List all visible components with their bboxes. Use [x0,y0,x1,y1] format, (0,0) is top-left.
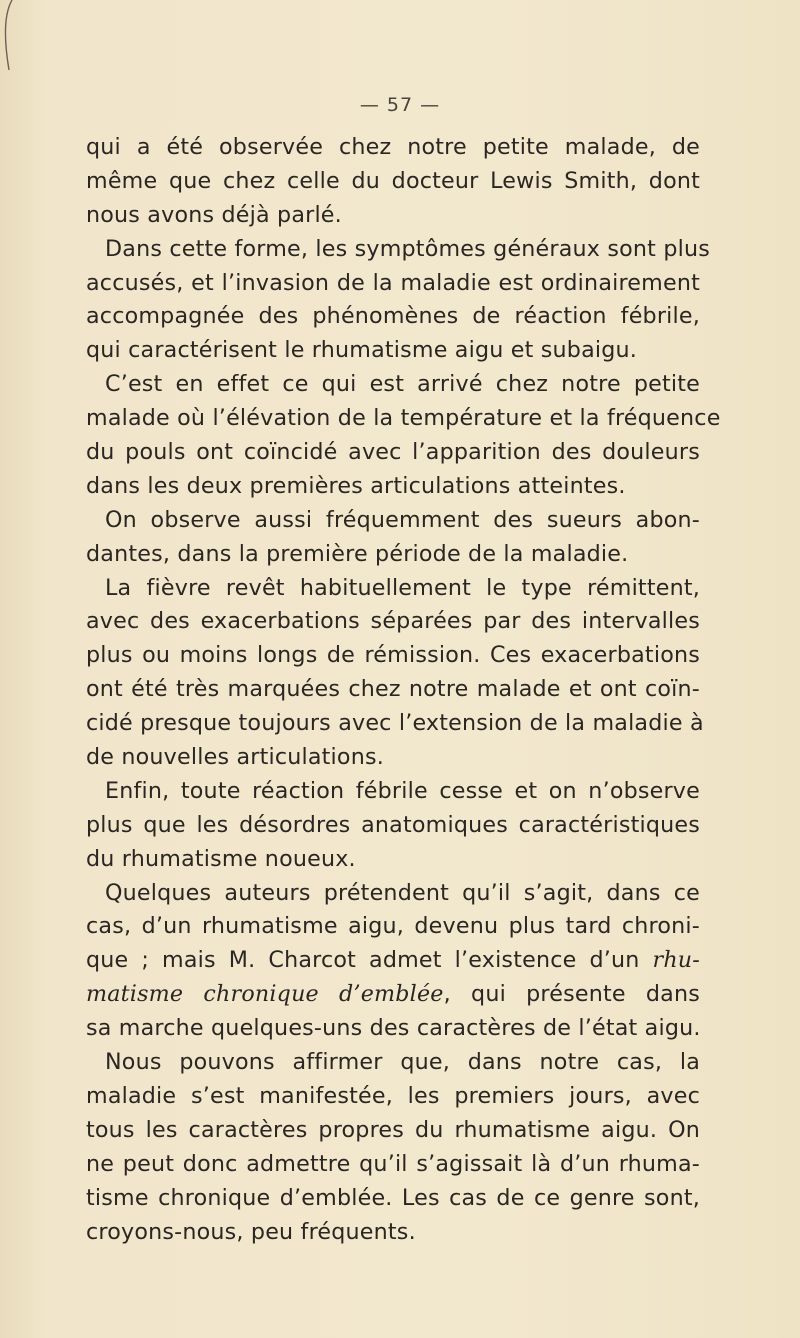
italic-segment: rhu- [652,947,700,974]
text-line: malade où l’élévation de la température et la fréquence [86,405,721,432]
page-number: — 57 — [359,94,441,116]
text-line: On observe aussi fréquemment des sueurs abon- [105,506,700,533]
page-edge-mark [0,0,14,70]
italic-segment: matisme chronique d’emblée [86,981,444,1008]
text-line: Dans cette forme, les symptômes généraux sont plus [105,235,710,262]
text-line: ne peut donc admettre qu’il s’agissait là d’un rhuma- [86,1150,700,1177]
text-line-mixed [86,978,700,1012]
text-line: Quelques auteurs prétendent qu’il s’agit, dans ce [105,879,700,906]
text-line: cidé presque toujours avec l’extension de la maladie à [86,710,704,737]
text-line: Nous pouvons affirmer que, dans notre cas, la [105,1049,700,1076]
text-line-mixed [86,944,700,978]
text-line: accusés, et l’invasion de la maladie est ordinairement [86,269,700,296]
text-line: tous les caractères propres du rhumatisme aigu. On [86,1116,700,1143]
text-line: plus que les désordres anatomiques caractéristiques [86,811,700,838]
text-line: croyons-nous, peu fréquents. [86,1218,416,1245]
text-line: plus ou moins longs de rémission. Ces exacerbations [86,642,700,669]
text-line: même que chez celle du docteur Lewis Smith, dont [86,167,700,194]
text-line: du rhumatisme noueux. [86,845,356,872]
text-line: tisme chronique d’emblée. Les cas de ce genre sont, [86,1184,700,1211]
text-segment: , qui présente dans [443,981,700,1008]
text-line: C’est en effet ce qui est arrivé chez notre petite [105,371,700,398]
body-text [86,131,721,1249]
text-line: qui caractérisent le rhumatisme aigu et subaigu. [86,337,638,364]
text-line: cas, d’un rhumatisme aigu, devenu plus tard chroni- [86,913,700,940]
text-line: de nouvelles articulations. [86,744,384,771]
text-line: avec des exacerbations séparées par des intervalles [86,608,700,635]
text-line: La fièvre revêt habituellement le type rémittent, [105,574,700,601]
text-line: maladie s’est manifestée, les premiers jours, avec [86,1082,700,1109]
text-line: dans les deux premières articulations atteintes. [86,472,626,499]
text-line: Enfin, toute réaction fébrile cesse et on n’observe [105,777,700,804]
text-segment: que ; mais M. Charcot admet l’existence d’un [86,947,640,974]
text-line: ont été très marquées chez notre malade et ont coïn- [86,676,700,703]
text-line: dantes, dans la première période de la maladie. [86,540,629,567]
text-line: sa marche quelques-uns des caractères de l’état aigu. [86,1015,701,1042]
text-line: accompagnée des phénomènes de réaction fébrile, [86,303,700,330]
text-line: du pouls ont coïncidé avec l’apparition des douleurs [86,439,700,466]
text-line: qui a été observée chez notre petite malade, de [86,134,700,160]
text-line: nous avons déjà parlé. [86,201,342,228]
